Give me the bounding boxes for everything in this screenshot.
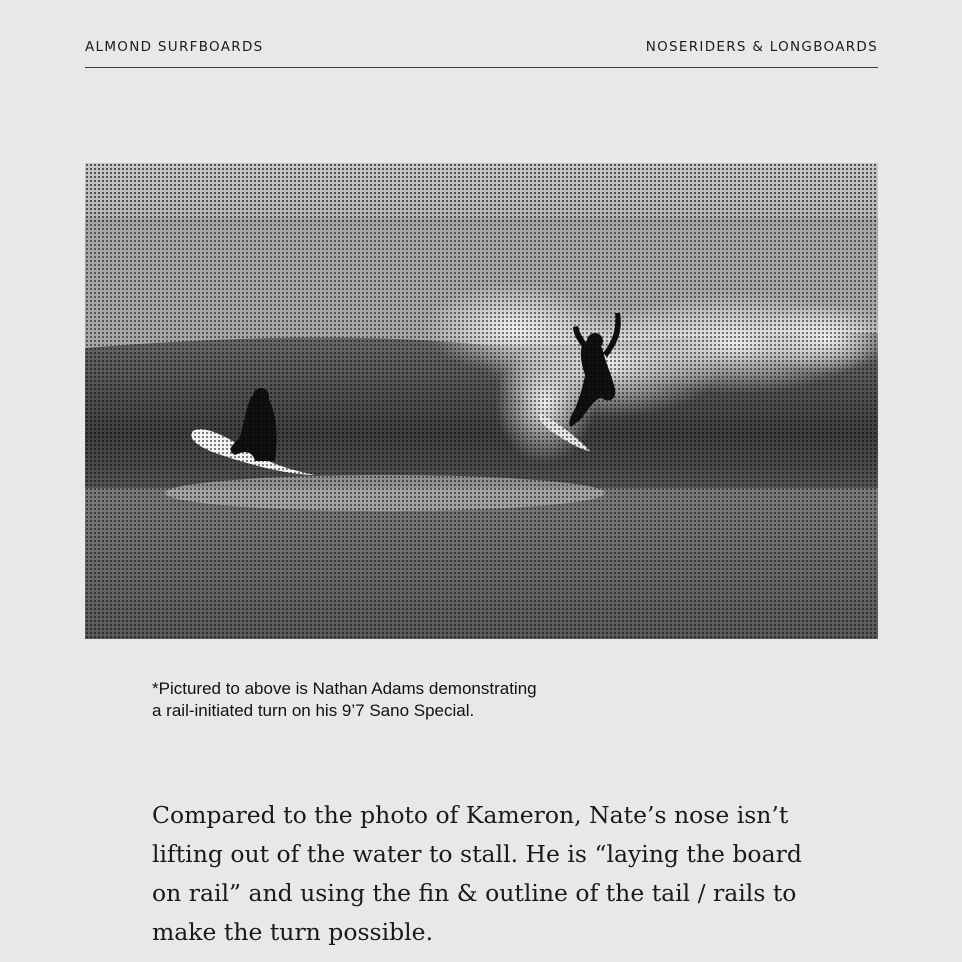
paragraph-line: lifting out of the water to stall. He is “laying the board bbox=[152, 840, 802, 868]
caption-line: *Pictured to above is Nathan Adams demonstrating bbox=[152, 679, 537, 698]
paragraph-line: Compared to the photo of Kameron, Nate’s nose isn’t bbox=[152, 801, 789, 829]
paragraph-line: make the turn possible. bbox=[152, 918, 434, 946]
surf-photo bbox=[85, 163, 878, 639]
article-paragraph bbox=[152, 796, 832, 952]
paragraph-line: on rail” and using the fin & outline of the tail / rails to bbox=[152, 879, 797, 907]
section-title: NOSERIDERS & LONGBOARDS bbox=[645, 39, 878, 55]
photo-caption bbox=[152, 678, 672, 722]
caption-line: a rail-initiated turn on his 9’7 Sano Special. bbox=[152, 701, 475, 720]
page-header bbox=[85, 37, 878, 68]
brand-name[interactable]: ALMOND SURFBOARDS bbox=[85, 39, 264, 55]
surf-photo-image bbox=[85, 163, 878, 639]
